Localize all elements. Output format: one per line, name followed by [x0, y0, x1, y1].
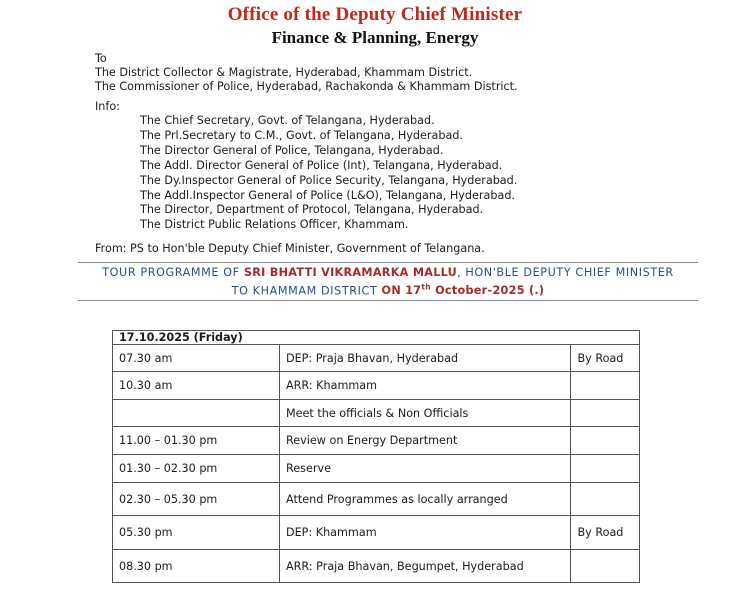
info-recipient: The Dy.Inspector General of Police Security, Telangana, Hyderabad.: [140, 173, 518, 187]
info-recipient: The District Public Relations Officer, Khammam.: [140, 218, 409, 232]
activity-cell: Review on Energy Department: [280, 427, 571, 455]
time-cell: 08.30 pm: [113, 550, 280, 583]
tour-line-1: [78, 266, 698, 281]
info-recipient: The Prl.Secretary to C.M., Govt. of Telangana, Hyderabad.: [140, 128, 463, 142]
table-row: [113, 400, 640, 427]
divider-bottom: [78, 300, 698, 301]
mode-cell: [571, 427, 640, 455]
info-recipient: The Director General of Police, Telangana, Hyderabad.: [140, 143, 444, 157]
activity-cell: Reserve: [280, 455, 571, 483]
date-row: [113, 331, 640, 345]
from-line: From: PS to Hon'ble Deputy Chief Minister, Government of Telangana.: [95, 242, 485, 255]
mode-cell: By Road: [571, 345, 640, 372]
mode-cell: [571, 400, 640, 427]
portfolio-subtitle: Finance & Planning, Energy: [271, 28, 479, 47]
mode-cell: [571, 483, 640, 516]
time-cell: 01.30 – 02.30 pm: [113, 455, 280, 483]
info-recipient: The Addl. Director General of Police (Int), Telangana, Hyderabad.: [140, 158, 503, 172]
date-heading: 17.10.2025 (Friday): [113, 331, 640, 345]
mode-cell: [571, 372, 640, 400]
tour-date: [382, 284, 545, 297]
time-cell: [113, 400, 280, 427]
tour-date-rest: October-2025 (.): [435, 284, 545, 298]
activity-cell: DEP: Khammam: [280, 516, 571, 550]
table-row: [113, 455, 640, 483]
table-row: [113, 372, 640, 400]
to-block: [95, 52, 518, 94]
to-recipient: The Commissioner of Police, Hyderabad, Rachakonda & Khammam District.: [95, 80, 518, 93]
table-row: [113, 345, 640, 372]
info-label: Info:: [95, 100, 120, 113]
tour-name: SRI BHATTI VIKRAMARKA MALLU: [243, 266, 458, 279]
time-cell: 07.30 am: [113, 345, 280, 372]
time-cell: 10.30 am: [113, 372, 280, 400]
tour-prefix: TOUR PROGRAMME OF: [102, 266, 240, 279]
mode-cell: [571, 550, 640, 583]
time-cell: 05.30 pm: [113, 516, 280, 550]
time-cell: 11.00 – 01.30 pm: [113, 427, 280, 455]
time-cell: 02.30 – 05.30 pm: [113, 483, 280, 516]
to-label: To: [95, 52, 107, 65]
tour-suffix: , HON'BLE DEPUTY CHIEF MINISTER: [457, 266, 674, 279]
tour-heading: [78, 266, 698, 299]
activity-cell: Attend Programmes as locally arranged: [280, 483, 571, 516]
info-recipient: The Director, Department of Protocol, Telangana, Hyderabad.: [140, 203, 484, 217]
schedule-table: [112, 330, 640, 583]
table-row: [113, 516, 640, 550]
to-recipient: The District Collector & Magistrate, Hyderabad, Khammam District.: [95, 66, 473, 79]
tour-line-2: [78, 281, 698, 299]
table-row: [113, 483, 640, 516]
office-title: Office of the Deputy Chief Minister: [227, 4, 523, 25]
mode-cell: [571, 455, 640, 483]
activity-cell: ARR: Praja Bhavan, Begumpet, Hyderabad: [280, 550, 571, 583]
tour-on: ON 17: [381, 284, 422, 298]
info-recipient: The Addl.Inspector General of Police (L&O), Telangana, Hyderabad.: [140, 188, 515, 202]
activity-cell: Meet the officials & Non Officials: [280, 400, 571, 427]
activity-cell: DEP: Praja Bhavan, Hyderabad: [280, 345, 571, 372]
table-row: [113, 550, 640, 583]
tour-destination: TO KHAMMAM DISTRICT: [231, 284, 378, 298]
divider-top: [78, 262, 698, 263]
info-block: [140, 114, 517, 233]
info-recipient: The Chief Secretary, Govt. of Telangana, Hyderabad.: [140, 114, 435, 127]
table-row: [113, 427, 640, 455]
mode-cell: By Road: [571, 516, 640, 550]
activity-cell: ARR: Khammam: [280, 372, 571, 400]
tour-ordinal: th: [421, 282, 431, 292]
